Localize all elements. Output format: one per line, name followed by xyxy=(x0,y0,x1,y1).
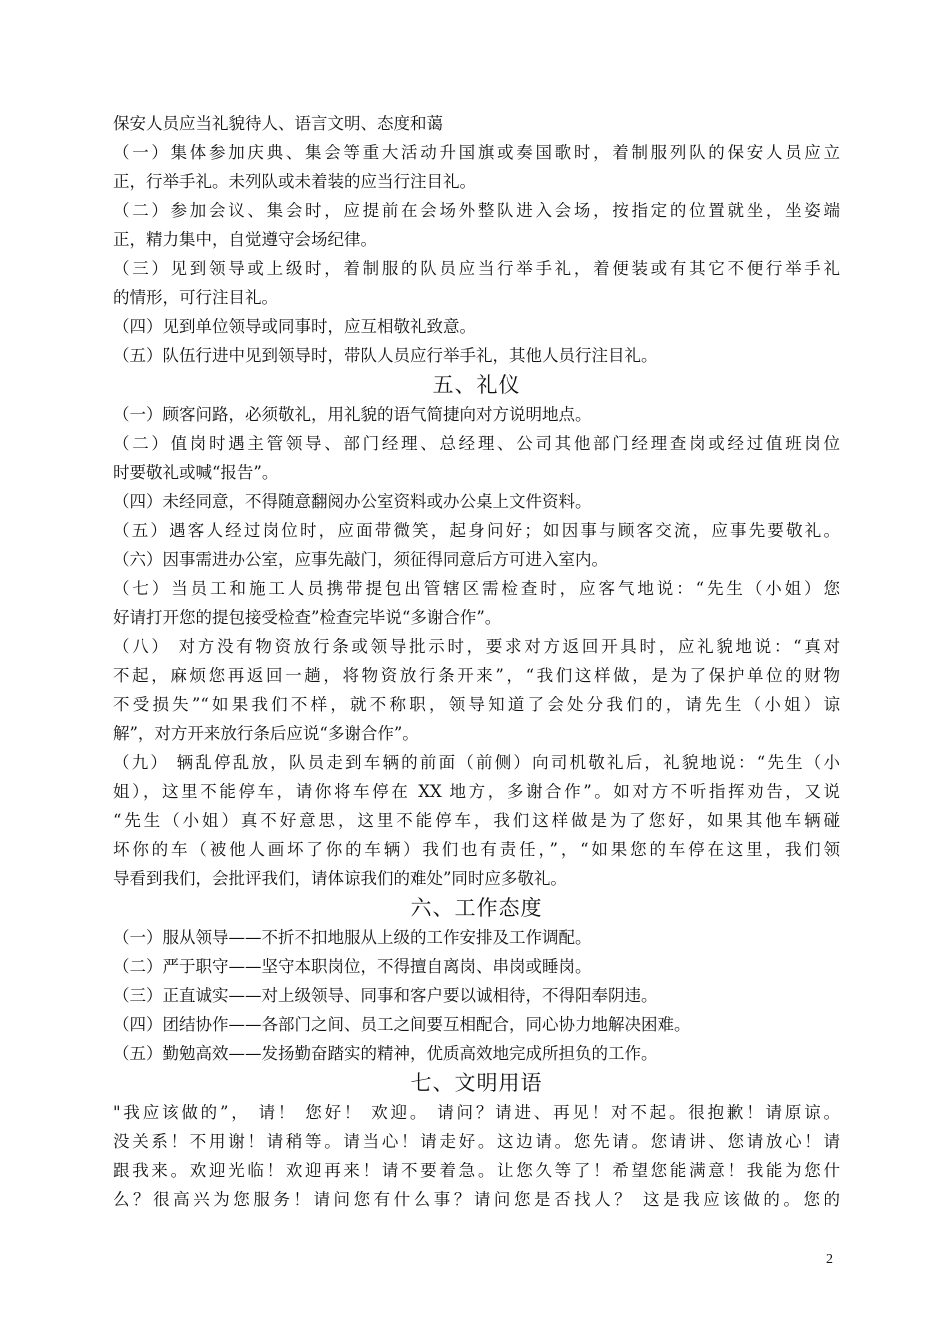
text-line: （一）顾客问路，必须敬礼，用礼貌的语气简捷向对方说明地点。 xyxy=(113,405,592,424)
text-line: （五）队伍行进中见到领导时，带队人员应行举手礼，其他人员行注目礼。 xyxy=(113,346,658,365)
text-line: “先生（小姐）真不好意思，这里不能停车，我们这样做是为了您好，如果其他车辆碰 xyxy=(113,811,840,830)
text-line: 正，行举手礼。未列队或未着装的应当行注目礼。 xyxy=(113,172,476,191)
text-line: （二）严于职守——坚守本职岗位，不得擅自离岗、串岗或睡岗。 xyxy=(113,957,592,976)
text-line: 姐），这里不能停车，请你将车停在 XX 地方，多谢合作”。如对方不听指挥劝告，又说 xyxy=(113,782,840,801)
text-line: 没关系！不用谢！请稍等。请当心！请走好。这边请。您先请。您请讲、您请放心！请 xyxy=(113,1132,840,1151)
page-number: 2 xyxy=(826,1252,833,1267)
text-line: （八） 对方没有物资放行条或领导批示时，要求对方返回开具时，应礼貌地说：“真对 xyxy=(113,637,840,656)
text-line: （四）未经同意，不得随意翻阅办公室资料或办公桌上文件资料。 xyxy=(113,492,592,511)
text-line: 坏你的车（被他人画坏了你的车辆）我们也有责任，”，“如果您的车停在这里，我们领 xyxy=(113,840,840,859)
text-line: （七）当员工和施工人员携带提包出管辖区需检查时，应客气地说：“先生（小姐）您 xyxy=(113,579,840,598)
text-line: （二）参加会议、集会时，应提前在会场外整队进入会场，按指定的位置就坐，坐姿端 xyxy=(113,201,840,220)
text-line: 正，精力集中，自觉遵守会场纪律。 xyxy=(113,230,377,249)
text-line: 么？很高兴为您服务！请问您有什么事？请问您是否找人？ 这是我应该做的。您的 xyxy=(113,1190,840,1209)
text-line: （一）集体参加庆典、集会等重大活动升国旗或奏国歌时，着制服列队的保安人员应立 xyxy=(113,143,840,162)
text-line: （六）因事需进办公室，应事先敲门，须征得同意后方可进入室内。 xyxy=(113,550,608,569)
text-line: （五）勤勉高效——发扬勤奋踏实的精神，优质高效地完成所担负的工作。 xyxy=(113,1044,658,1063)
text-line: （四）团结协作——各部门之间、员工之间要互相配合，同心协力地解决困难。 xyxy=(113,1015,691,1034)
text-line: （九） 辆乱停乱放，队员走到车辆的前面（前侧）向司机敬礼后，礼貌地说：“先生（小 xyxy=(113,753,840,772)
text-line: "我应该做的”， 请！ 您好！ 欢迎。 请问？请进、再见！对不起。很抱歉！请原谅。 xyxy=(113,1103,840,1122)
text-line: （三）见到领导或上级时，着制服的队员应当行举手礼，着便装或有其它不便行举手礼 xyxy=(113,259,840,278)
text-line: 跟我来。欢迎光临！欢迎再来！请不要着急。让您久等了！希望您能满意！我能为您什 xyxy=(113,1161,840,1180)
document-body xyxy=(113,109,840,1214)
text-line: （一）服从领导——不折不扣地服从上级的工作安排及工作调配。 xyxy=(113,928,592,947)
text-line: 保安人员应当礼貌待人、语言文明、态度和蔼 xyxy=(113,114,443,133)
text-line: 导看到我们，会批评我们，请体谅我们的难处”同时应多敬礼。 xyxy=(113,869,567,888)
text-line: 好请打开您的提包接受检查”检查完毕说“多谢合作”。 xyxy=(113,608,502,627)
section-heading: 六、工作态度 xyxy=(410,896,543,920)
text-line: （三）正直诚实——对上级领导、同事和客户要以诚相待，不得阳奉阴违。 xyxy=(113,986,658,1005)
text-line: （二）值岗时遇主管领导、部门经理、总经理、公司其他部门经理查岗或经过值班岗位 xyxy=(113,434,840,453)
text-line: 的情形，可行注目礼。 xyxy=(113,288,278,307)
text-line: 不受损失”“如果我们不样，就不称职，领导知道了会处分我们的，请先生（小姐）谅 xyxy=(113,695,840,714)
section-heading: 七、文明用语 xyxy=(410,1071,543,1095)
section-heading: 五、礼仪 xyxy=(432,373,521,397)
text-line: （五）遇客人经过岗位时，应面带微笑，起身问好；如因事与顾客交流，应事先要敬礼。 xyxy=(113,521,840,540)
text-line: （四）见到单位领导或同事时，应互相敬礼致意。 xyxy=(113,317,476,336)
text-line: 解”，对方开来放行条后应说“多谢合作”。 xyxy=(113,724,419,743)
text-line: 时要敬礼或喊“报告”。 xyxy=(113,463,279,482)
text-line: 不起，麻烦您再返回一趟，将物资放行条开来”，“我们这样做，是为了保护单位的财物 xyxy=(113,666,840,685)
